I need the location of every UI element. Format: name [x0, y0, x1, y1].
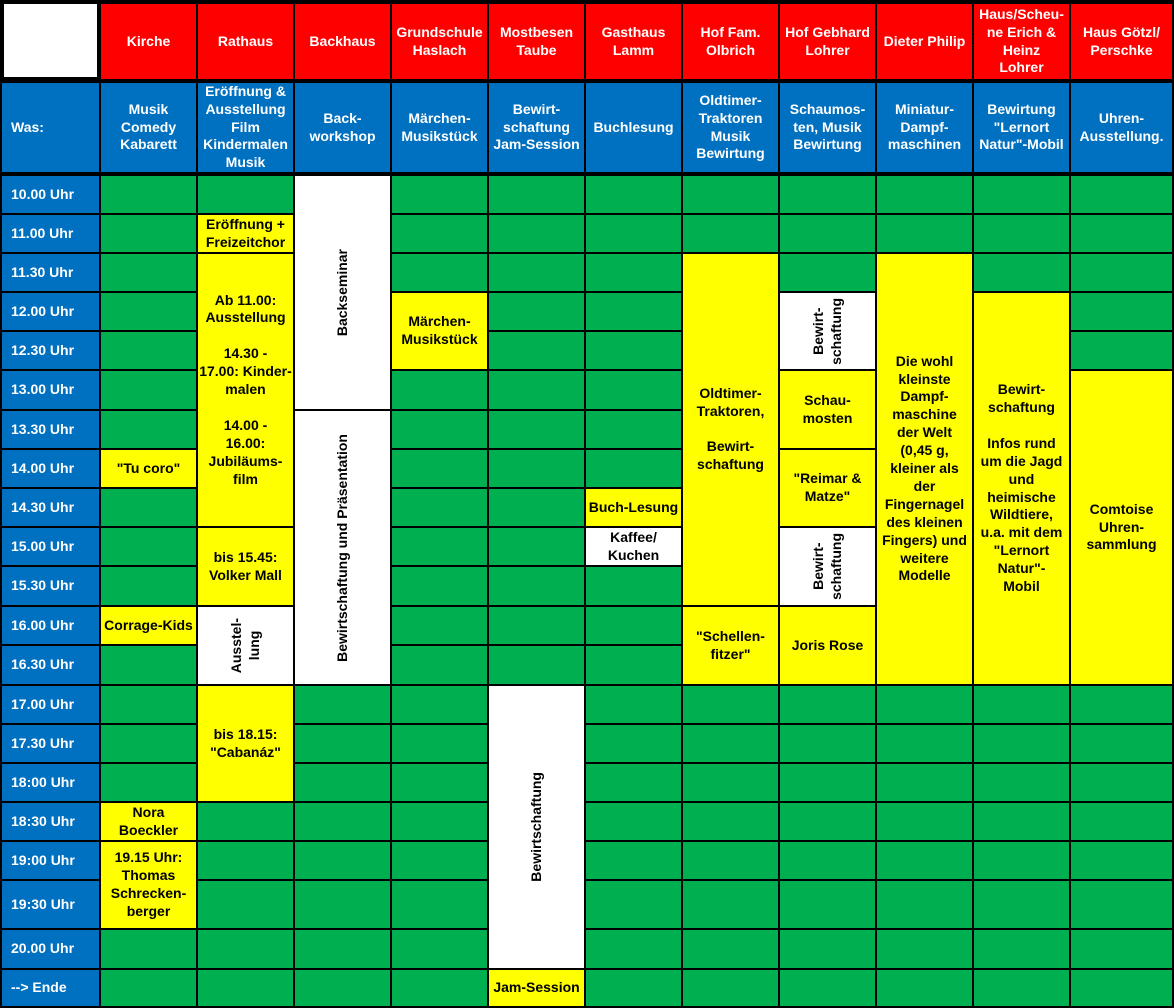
- event-text: Backseminar: [333, 248, 350, 337]
- free-slot: [780, 215, 875, 252]
- free-slot: [101, 725, 196, 762]
- free-slot: [489, 411, 584, 448]
- free-slot: [1071, 293, 1172, 330]
- event-block: [392, 293, 487, 369]
- free-slot: [1071, 881, 1172, 928]
- free-slot: [392, 842, 487, 879]
- free-slot: [392, 371, 487, 409]
- free-slot: [974, 254, 1069, 291]
- free-slot: [1071, 176, 1172, 213]
- free-slot: [392, 646, 487, 684]
- event-text: Kaffee/ Kuchen: [607, 528, 660, 563]
- time-label: 11.30 Uhr: [2, 254, 99, 291]
- event-text: Bewirtschaftung und Präsentation: [333, 433, 350, 662]
- free-slot: [1071, 764, 1172, 801]
- free-slot: [974, 686, 1069, 723]
- free-slot: [586, 567, 681, 605]
- free-slot: [780, 842, 875, 879]
- event-block: [489, 970, 584, 1006]
- event-text: Bewirt- schaftung: [809, 297, 844, 365]
- time-label: 12.00 Uhr: [2, 293, 99, 330]
- event-text: bis 18.15: "Cabanáz": [210, 725, 281, 760]
- free-slot: [392, 254, 487, 291]
- corner-cell: [4, 4, 97, 77]
- free-slot: [392, 803, 487, 840]
- time-label: 18:30 Uhr: [2, 803, 99, 840]
- free-slot: [295, 970, 390, 1006]
- event-block: [295, 176, 390, 409]
- event-text: Bewirt- schaftung: [809, 533, 844, 600]
- event-block: [101, 842, 196, 928]
- free-slot: [586, 842, 681, 879]
- free-slot: [295, 881, 390, 928]
- event-text: Nora Boeckler: [118, 803, 179, 838]
- free-slot: [392, 930, 487, 968]
- time-label: 16.30 Uhr: [2, 646, 99, 684]
- free-slot: [198, 970, 293, 1006]
- free-slot: [586, 725, 681, 762]
- free-slot: [877, 881, 972, 928]
- free-slot: [295, 686, 390, 723]
- free-slot: [586, 803, 681, 840]
- free-slot: [101, 970, 196, 1006]
- free-slot: [101, 332, 196, 369]
- column-header: Rathaus: [198, 4, 293, 79]
- time-label: 19:00 Uhr: [2, 842, 99, 879]
- event-block: [780, 293, 875, 369]
- free-slot: [1071, 803, 1172, 840]
- free-slot: [101, 254, 196, 291]
- event-block: [974, 293, 1069, 684]
- free-slot: [586, 970, 681, 1006]
- free-slot: [586, 646, 681, 684]
- free-slot: [780, 254, 875, 291]
- event-text: "Reimar & Matze": [793, 470, 862, 504]
- free-slot: [1071, 215, 1172, 252]
- event-block: [780, 450, 875, 526]
- free-slot: [683, 764, 778, 801]
- free-slot: [683, 842, 778, 879]
- free-slot: [489, 646, 584, 684]
- free-slot: [683, 725, 778, 762]
- free-slot: [586, 930, 681, 968]
- free-slot: [295, 764, 390, 801]
- free-slot: [877, 725, 972, 762]
- column-header: Hof Fam. Olbrich: [683, 4, 778, 79]
- free-slot: [392, 607, 487, 644]
- free-slot: [586, 607, 681, 644]
- was-cell: Bewirt- schaftung Jam-Session: [489, 83, 584, 172]
- free-slot: [974, 764, 1069, 801]
- free-slot: [974, 970, 1069, 1006]
- free-slot: [392, 411, 487, 448]
- free-slot: [198, 176, 293, 213]
- free-slot: [101, 686, 196, 723]
- time-label: 10.00 Uhr: [2, 176, 99, 213]
- free-slot: [586, 450, 681, 487]
- event-block: [101, 607, 196, 644]
- free-slot: [198, 930, 293, 968]
- free-slot: [489, 293, 584, 330]
- free-slot: [780, 686, 875, 723]
- free-slot: [586, 686, 681, 723]
- free-slot: [295, 803, 390, 840]
- free-slot: [392, 176, 487, 213]
- free-slot: [877, 215, 972, 252]
- free-slot: [198, 803, 293, 840]
- free-slot: [489, 450, 584, 487]
- free-slot: [683, 970, 778, 1006]
- event-text: Joris Rose: [791, 636, 864, 653]
- column-header: Haus Götzl/ Perschke: [1071, 4, 1172, 79]
- column-header: Dieter Philip: [877, 4, 972, 79]
- free-slot: [974, 803, 1069, 840]
- free-slot: [489, 528, 584, 565]
- column-header: Grundschule Haslach: [392, 4, 487, 79]
- free-slot: [489, 176, 584, 213]
- free-slot: [877, 970, 972, 1006]
- column-header: Backhaus: [295, 4, 390, 79]
- event-text: Eröffnung + Freizeitchor: [205, 215, 286, 250]
- event-block: [198, 607, 293, 684]
- free-slot: [198, 881, 293, 928]
- column-header: Gasthaus Lamm: [586, 4, 681, 79]
- event-block: [198, 528, 293, 605]
- free-slot: [586, 215, 681, 252]
- free-slot: [586, 293, 681, 330]
- event-text: Ausstel- lung: [227, 617, 262, 674]
- free-slot: [974, 725, 1069, 762]
- event-text: Comtoise Uhren- sammlung: [1086, 500, 1157, 553]
- free-slot: [974, 176, 1069, 213]
- free-slot: [683, 803, 778, 840]
- free-slot: [877, 176, 972, 213]
- free-slot: [101, 567, 196, 605]
- free-slot: [489, 371, 584, 409]
- free-slot: [974, 842, 1069, 879]
- time-label: 14.00 Uhr: [2, 450, 99, 487]
- free-slot: [586, 176, 681, 213]
- free-slot: [586, 332, 681, 369]
- time-label: 15.30 Uhr: [2, 567, 99, 605]
- time-label: 11.00 Uhr: [2, 215, 99, 252]
- free-slot: [392, 686, 487, 723]
- was-cell: Miniatur- Dampf- maschinen: [877, 83, 972, 172]
- free-slot: [974, 215, 1069, 252]
- free-slot: [683, 176, 778, 213]
- was-cell: Schaumos- ten, Musik Bewirtung: [780, 83, 875, 172]
- event-text: Die wohl kleinste Dampf- maschine der Welt (0,45 g, kleiner als der Fingernagel des kleinen Fingers) und weitere Modelle: [882, 352, 967, 584]
- was-cell: Musik Comedy Kabarett: [101, 83, 196, 172]
- time-label: --> Ende: [2, 970, 99, 1006]
- column-header: Mostbesen Taube: [489, 4, 584, 79]
- was-cell: Bewirtung "Lernort Natur"-Mobil: [974, 83, 1069, 172]
- event-block: [683, 254, 778, 605]
- free-slot: [392, 215, 487, 252]
- free-slot: [877, 803, 972, 840]
- free-slot: [1071, 686, 1172, 723]
- free-slot: [586, 254, 681, 291]
- was-cell: Märchen- Musikstück: [392, 83, 487, 172]
- free-slot: [683, 686, 778, 723]
- event-block: [198, 254, 293, 526]
- column-header: Haus/Scheu- ne Erich & Heinz Lohrer: [974, 4, 1069, 79]
- free-slot: [780, 881, 875, 928]
- event-block: [198, 686, 293, 801]
- free-slot: [586, 764, 681, 801]
- free-slot: [392, 970, 487, 1006]
- free-slot: [489, 215, 584, 252]
- free-slot: [101, 176, 196, 213]
- free-slot: [392, 725, 487, 762]
- event-block: [586, 528, 681, 565]
- free-slot: [392, 567, 487, 605]
- free-slot: [1071, 725, 1172, 762]
- was-cell: Eröffnung & Ausstellung Film Kindermalen Musik: [198, 83, 293, 172]
- time-label: 13.00 Uhr: [2, 371, 99, 409]
- free-slot: [683, 930, 778, 968]
- was-cell: Uhren- Ausstellung.: [1071, 83, 1172, 172]
- event-block: [780, 371, 875, 448]
- event-text: Märchen- Musikstück: [401, 313, 478, 347]
- free-slot: [1071, 332, 1172, 369]
- event-text: Schau- mosten: [802, 391, 853, 426]
- free-slot: [198, 842, 293, 879]
- free-slot: [780, 803, 875, 840]
- event-block: [780, 607, 875, 684]
- time-label: 17.30 Uhr: [2, 725, 99, 762]
- event-text: Bewirt- schaftung Infos rund um die Jagd und heimische Wildtiere, u.a. mit dem "Lernort Natur"- Mobil: [980, 381, 1063, 595]
- event-text: Bewirtschaftung: [527, 772, 544, 882]
- free-slot: [780, 930, 875, 968]
- event-block: [101, 450, 196, 487]
- free-slot: [877, 842, 972, 879]
- free-slot: [295, 930, 390, 968]
- free-slot: [877, 930, 972, 968]
- free-slot: [101, 930, 196, 968]
- free-slot: [974, 930, 1069, 968]
- event-block: [295, 411, 390, 684]
- free-slot: [489, 489, 584, 526]
- time-label: 13.30 Uhr: [2, 411, 99, 448]
- free-slot: [586, 881, 681, 928]
- free-slot: [780, 176, 875, 213]
- event-text: Ab 11.00: Ausstellung 14.30 - 17.00: Kinder- malen 14.00 - 16.00: Jubiläums- film: [199, 291, 292, 487]
- time-label: 17.00 Uhr: [2, 686, 99, 723]
- free-slot: [780, 725, 875, 762]
- free-slot: [780, 764, 875, 801]
- free-slot: [877, 764, 972, 801]
- event-block: [101, 803, 196, 840]
- time-label: 19:30 Uhr: [2, 881, 99, 928]
- event-block: [1071, 371, 1172, 684]
- column-header: Kirche: [101, 4, 196, 79]
- free-slot: [1071, 970, 1172, 1006]
- free-slot: [683, 881, 778, 928]
- free-slot: [683, 215, 778, 252]
- free-slot: [101, 646, 196, 684]
- event-text: Corrage-Kids: [104, 616, 193, 633]
- time-label: 16.00 Uhr: [2, 607, 99, 644]
- event-block: [586, 489, 681, 526]
- free-slot: [392, 489, 487, 526]
- free-slot: [877, 686, 972, 723]
- event-text: bis 15.45: Volker Mall: [209, 548, 282, 583]
- time-label: 12.30 Uhr: [2, 332, 99, 369]
- was-cell: Oldtimer- Traktoren Musik Bewirtung: [683, 83, 778, 172]
- event-block: [780, 528, 875, 605]
- event-text: Buch-Lesung: [588, 498, 679, 515]
- free-slot: [974, 881, 1069, 928]
- free-slot: [392, 528, 487, 565]
- free-slot: [1071, 842, 1172, 879]
- free-slot: [101, 293, 196, 330]
- free-slot: [489, 567, 584, 605]
- free-slot: [489, 254, 584, 291]
- free-slot: [101, 764, 196, 801]
- column-header: Hof Gebhard Lohrer: [780, 4, 875, 79]
- free-slot: [780, 970, 875, 1006]
- event-text: "Tu coro": [116, 459, 181, 476]
- event-text: 19.15 Uhr: Thomas Schrecken- berger: [110, 849, 187, 919]
- free-slot: [101, 215, 196, 252]
- free-slot: [586, 411, 681, 448]
- event-block: [489, 686, 584, 968]
- free-slot: [392, 450, 487, 487]
- free-slot: [489, 607, 584, 644]
- event-block: [877, 254, 972, 684]
- free-slot: [101, 528, 196, 565]
- event-text: "Schellen- fitzer": [696, 627, 765, 662]
- time-label: 20.00 Uhr: [2, 930, 99, 968]
- free-slot: [392, 764, 487, 801]
- event-text: Oldtimer- Traktoren, Bewirt- schaftung: [696, 384, 765, 473]
- time-label: 14.30 Uhr: [2, 489, 99, 526]
- event-block: [683, 607, 778, 684]
- free-slot: [392, 881, 487, 928]
- free-slot: [489, 332, 584, 369]
- free-slot: [101, 489, 196, 526]
- event-text: Jam-Session: [493, 979, 580, 996]
- free-slot: [101, 371, 196, 409]
- free-slot: [295, 842, 390, 879]
- free-slot: [295, 725, 390, 762]
- time-label: 18:00 Uhr: [2, 764, 99, 801]
- free-slot: [101, 411, 196, 448]
- free-slot: [586, 371, 681, 409]
- free-slot: [1071, 930, 1172, 968]
- time-label: 15.00 Uhr: [2, 528, 99, 565]
- event-block: [198, 215, 293, 252]
- free-slot: [1071, 254, 1172, 291]
- was-cell: Back- workshop: [295, 83, 390, 172]
- was-cell: Buchlesung: [586, 83, 681, 172]
- was-label: Was:: [2, 83, 99, 172]
